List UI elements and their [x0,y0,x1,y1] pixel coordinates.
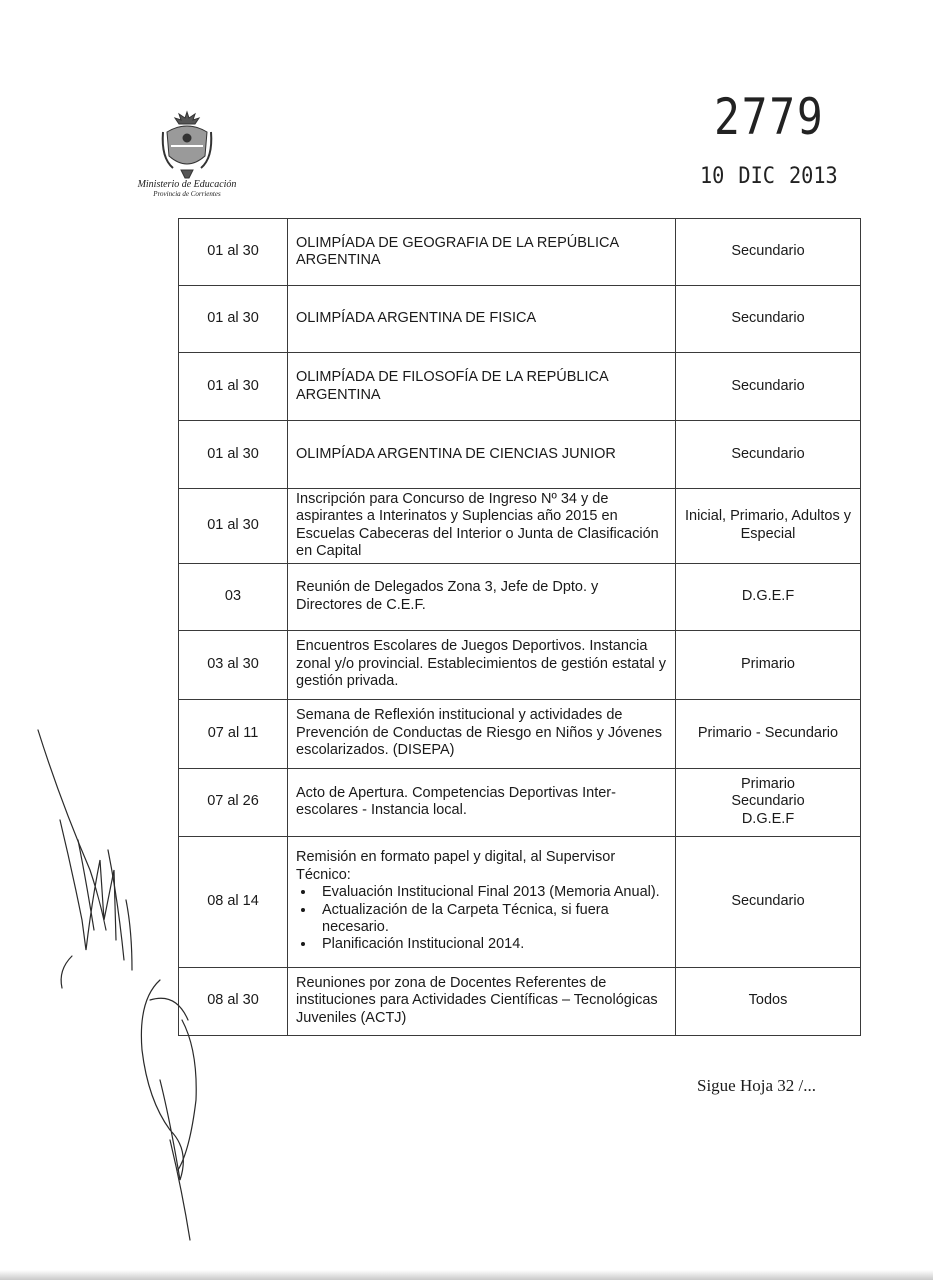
date-cell: 08 al 30 [179,967,288,1035]
activity-bullet-list [296,884,667,954]
date-cell: 01 al 30 [179,421,288,489]
level-cell [676,768,861,836]
date-cell: 01 al 30 [179,353,288,421]
level-cell: Secundario [676,421,861,489]
level-cell: Secundario [676,219,861,286]
resolution-number-stamp: 2779 [714,88,825,146]
date-cell: 07 al 26 [179,768,288,836]
date-cell: 01 al 30 [179,489,288,564]
table-row [179,219,861,286]
table-row [179,967,861,1035]
activity-cell: Encuentros Escolares de Juegos Deportivos. Instancia zonal y/o provincial. Establecimientos de gestión estatal y gestión privada. [288,630,676,699]
schedule-table [178,218,861,1036]
level-cell: Secundario [676,353,861,421]
date-stamp: 10 DIC 2013 [700,164,838,189]
date-cell: 01 al 30 [179,286,288,353]
provincial-seal-icon [159,110,215,182]
ministry-header [112,180,262,198]
level-line: Primario [741,775,795,792]
table-row [179,353,861,421]
table-row [179,699,861,768]
level-cell: Primario [676,630,861,699]
level-cell: D.G.E.F [676,563,861,630]
continuation-note: Sigue Hoja 32 /... [697,1076,816,1095]
activity-cell: Inscripción para Concurso de Ingreso Nº 34 y de aspirantes a Interinatos y Suplencias año 2015 en Escuelas Cabeceras del Interior o Junta de Clasificación en Capital [288,489,676,564]
activity-cell: Semana de Reflexión institucional y actividades de Prevención de Conductas de Riesgo en Niños y Jóvenes escolarizados. (DISEPA) [288,699,676,768]
activity-cell: Acto de Apertura. Competencias Deportivas Inter-escolares - Instancia local. [288,768,676,836]
table-row [179,421,861,489]
level-line: Secundario [731,793,805,810]
level-cell: Primario - Secundario [676,699,861,768]
table-row [179,563,861,630]
activity-cell: Reunión de Delegados Zona 3, Jefe de Dpto. y Directores de C.E.F. [288,563,676,630]
table-row [179,286,861,353]
province-name: Provincia de Corrientes [153,189,221,198]
table-row [179,630,861,699]
activity-cell: Reuniones por zona de Docentes Referentes de instituciones para Actividades Científicas – Tecnológicas Juveniles (ACTJ) [288,967,676,1035]
level-line: D.G.E.F [741,810,795,827]
ministry-name: Ministerio de Educación [137,179,237,190]
list-item: • Evaluación Institucional Final 2013 (Memoria Anual). [316,884,667,901]
date-cell: 07 al 11 [179,699,288,768]
level-cell: Secundario [676,836,861,967]
date-cell: 03 al 30 [179,630,288,699]
date-cell: 08 al 14 [179,836,288,967]
level-cell: Todos [676,967,861,1035]
activity-cell [288,836,676,967]
list-item: • Planificación Institucional 2014. [316,936,667,953]
activity-cell: OLIMPÍADA DE GEOGRAFIA DE LA REPÚBLICA ARGENTINA [288,219,676,286]
activity-cell: OLIMPÍADA ARGENTINA DE CIENCIAS JUNIOR [288,421,676,489]
date-cell: 01 al 30 [179,219,288,286]
table-row [179,489,861,564]
table-row [179,836,861,967]
activity-cell: OLIMPÍADA DE FILOSOFÍA DE LA REPÚBLICA ARGENTINA [288,353,676,421]
table-row [179,768,861,836]
level-cell: Inicial, Primario, Adultos y Especial [676,489,861,564]
list-item: • Actualización de la Carpeta Técnica, si fuera necesario. [316,902,667,937]
handwritten-signature [20,720,220,1260]
activity-cell: OLIMPÍADA ARGENTINA DE FISICA [288,286,676,353]
page-edge [0,1270,933,1280]
level-cell: Secundario [676,286,861,353]
date-cell: 03 [179,563,288,630]
activity-intro: Remisión en formato papel y digital, al Supervisor Técnico: [296,849,616,883]
